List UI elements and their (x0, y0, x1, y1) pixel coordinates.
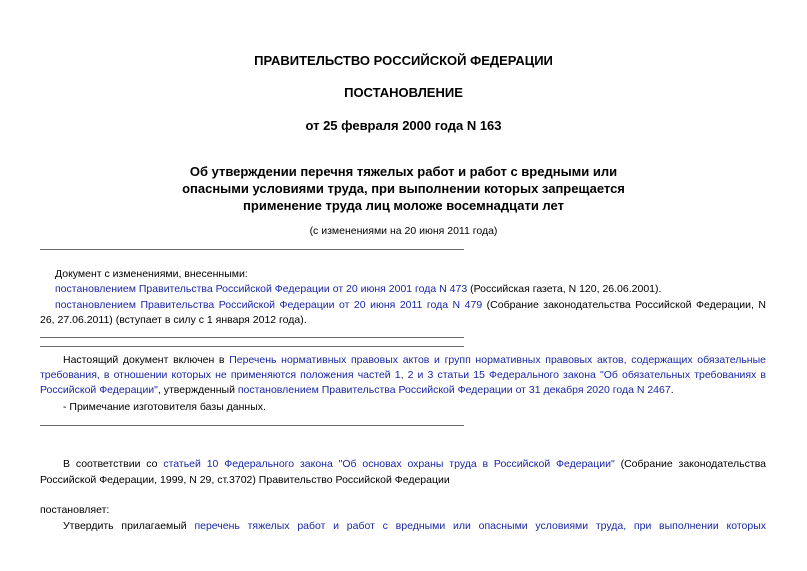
body-p1-source: (Собрание законодательства (614, 458, 767, 470)
changes-item-2-source: (Собрание законодательства Российской Федерации, N (482, 299, 767, 311)
changes-item-1 (55, 282, 661, 297)
works-list-link[interactable]: перечень тяжелых работ и работ с вредными или опасными условиями труда, при выполнении которых (194, 520, 767, 532)
inclusion-resolution-link[interactable]: постановлением Правительства Российской Федерации от 31 декабря 2020 года N 2467 (237, 384, 671, 396)
divider-bottom (40, 425, 464, 426)
inclusion-list-link-end[interactable]: Российской Федерации" (40, 384, 158, 396)
subject-line-2: опасными условиями труда, при выполнении которых запрещается (182, 181, 625, 196)
body-p1-intro: В соответствии со (63, 458, 164, 470)
inclusion-intro: Настоящий документ включен в (63, 354, 230, 366)
changes-item-2-line-1 (55, 298, 766, 313)
document-kind-heading: ПОСТАНОВЛЕНИЕ (344, 85, 463, 100)
database-note: - Примечание изготовителя базы данных. (63, 401, 266, 413)
document-subject-heading (0, 163, 807, 214)
decides-text: постановляет: (40, 504, 110, 516)
government-heading: ПРАВИТЕЛЬСТВО РОССИЙСКОЙ ФЕДЕРАЦИИ (254, 53, 553, 68)
changes-item-2-line-2: 26, 27.06.2011) (вступает в силу с 1 января 2012 года). (40, 314, 307, 326)
body-paragraph-1-line-1 (63, 457, 766, 472)
changes-item-1-link[interactable]: постановлением Правительства Российской Федерации от 20 июня 2001 года N 473 (55, 283, 468, 295)
divider-middle-2 (40, 346, 464, 347)
body-paragraph-1-line-2: Российской Федерации, 1999, N 29, ст.3702) Правительство Российской Федерации (40, 474, 450, 486)
changes-item-2-link[interactable]: постановлением Правительства Российской Федерации от 20 июня 2011 года N 479 (55, 299, 483, 311)
inclusion-line-1 (63, 353, 766, 368)
subject-line-3: применение труда лиц моложе восемнадцати лет (243, 198, 564, 213)
subject-line-1: Об утверждении перечня тяжелых работ и работ с вредными или (189, 164, 618, 179)
inclusion-approved-text: , утвержденный (157, 384, 238, 396)
inclusion-line-3 (40, 383, 674, 398)
law-article-link[interactable]: статьей 10 Федерального закона "Об основах охраны труда в Российской Федерации" (163, 458, 615, 470)
changes-item-1-source: (Российская газета, N 120, 26.06.2001). (467, 283, 662, 295)
changes-intro: Документ с изменениями, внесенными: (55, 268, 248, 280)
inclusion-line-2[interactable]: требования, в отношении которых не применяются положения частей 1, 2 и 3 статьи 15 Федерального закона "Об обязательных требованиях в (40, 369, 766, 381)
inclusion-period: . (670, 384, 674, 396)
divider-top (40, 249, 464, 250)
divider-middle-1 (40, 337, 464, 338)
body-paragraph-2-line-1 (63, 519, 766, 534)
amendment-note: (с изменениями на 20 июня 2011 года) (309, 225, 498, 237)
document-date-heading: от 25 февраля 2000 года N 163 (305, 118, 502, 133)
body-p2-intro: Утвердить прилагаемый (63, 520, 195, 532)
inclusion-list-link[interactable]: Перечень нормативных правовых актов и групп нормативных правовых актов, содержащих обязательные (229, 354, 766, 366)
